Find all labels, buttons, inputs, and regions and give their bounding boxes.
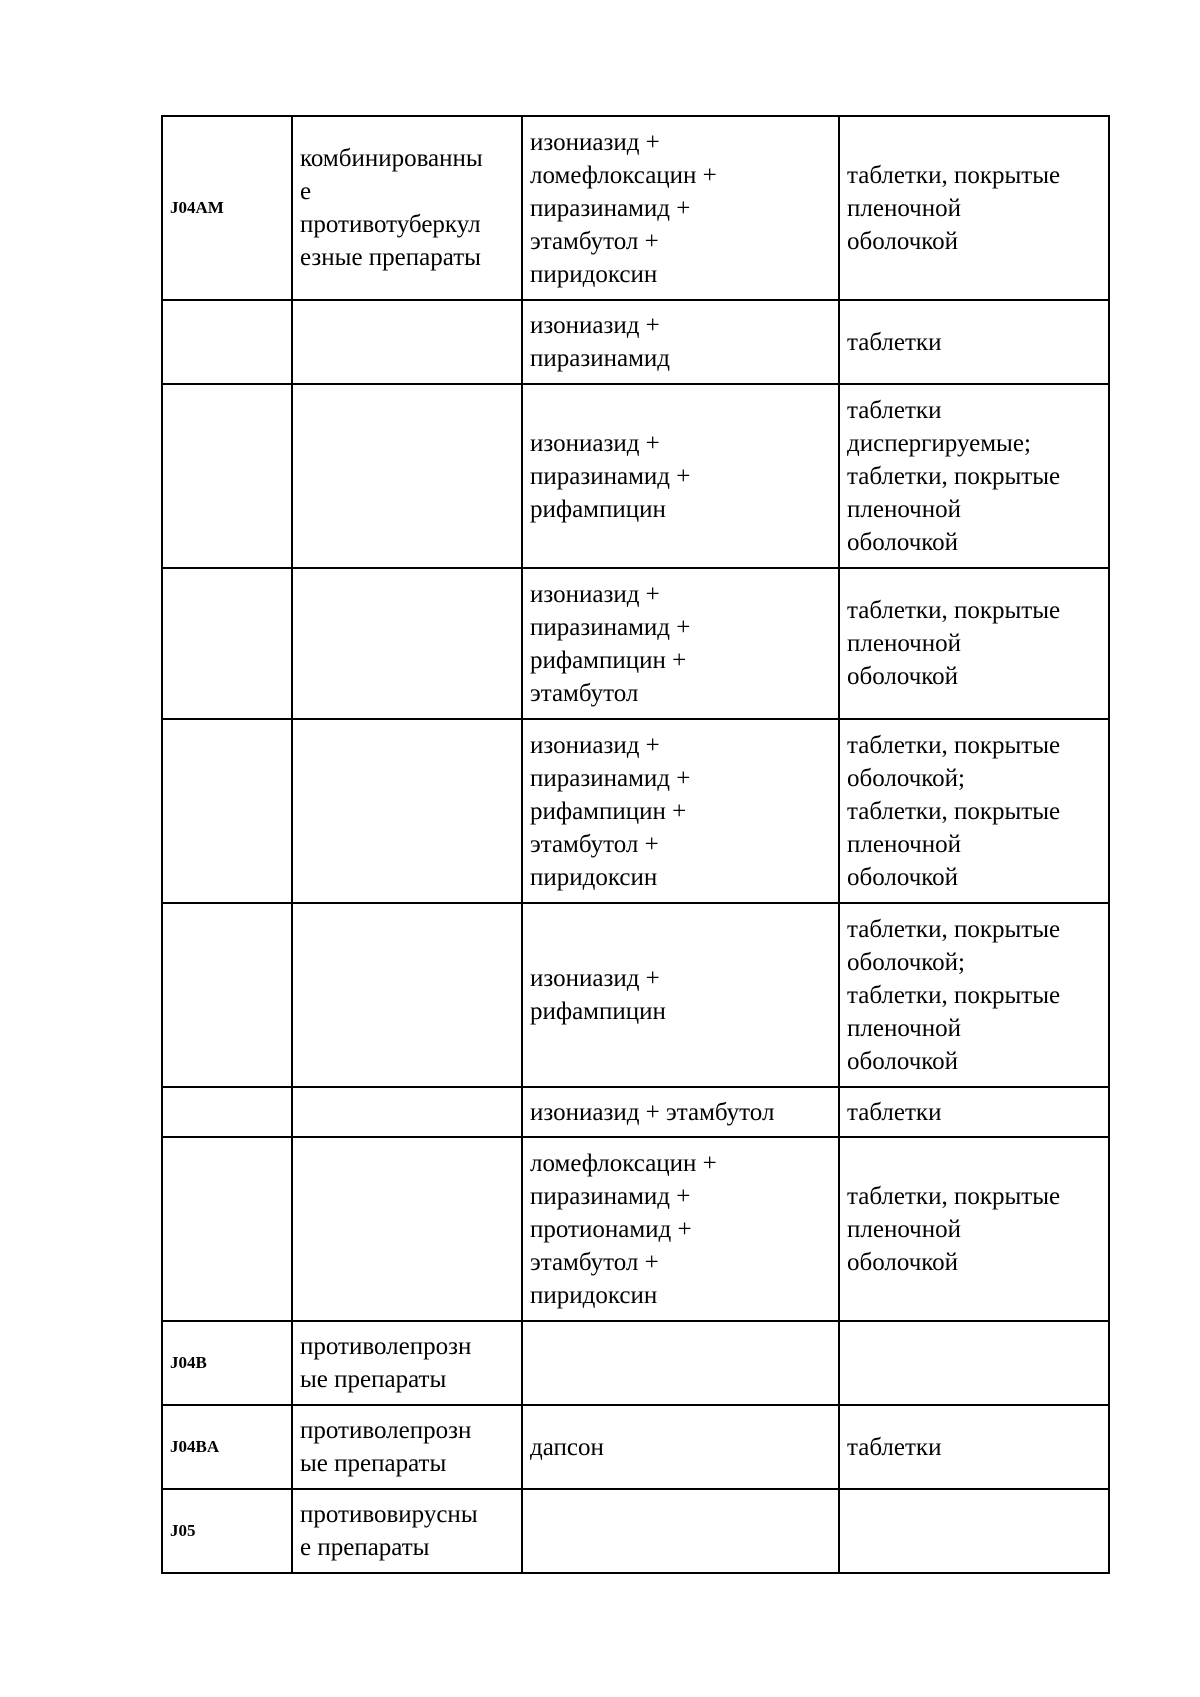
- table-row: [162, 1489, 1109, 1573]
- dosage-form-cell: таблетки: [839, 1087, 1109, 1137]
- table-row: [162, 1137, 1109, 1321]
- medication-table: [161, 115, 1110, 1574]
- atc-code-cell: [162, 1087, 292, 1137]
- dosage-form-cell: таблетки, покрытые оболочкой; таблетки, покрытые пленочной оболочкой: [839, 903, 1109, 1087]
- table-row: [162, 116, 1109, 300]
- atc-code-cell: [162, 384, 292, 568]
- pharm-group-cell: [292, 903, 522, 1087]
- dosage-form-cell: [839, 1489, 1109, 1573]
- pharm-group-cell: [292, 300, 522, 384]
- table-row: [162, 719, 1109, 903]
- atc-code-cell: [162, 903, 292, 1087]
- drug-name-cell: изониазид + этамбутол: [522, 1087, 839, 1137]
- pharm-group-cell: [292, 1087, 522, 1137]
- drug-name-cell: изониазид + пиразинамид + рифампицин + этамбутол: [522, 568, 839, 719]
- table-row: [162, 384, 1109, 568]
- atc-code-cell: J05: [162, 1489, 292, 1573]
- pharm-group-cell: [292, 568, 522, 719]
- pharm-group-cell: [292, 719, 522, 903]
- dosage-form-cell: таблетки, покрытые пленочной оболочкой: [839, 116, 1109, 300]
- atc-code-cell: [162, 1137, 292, 1321]
- drug-name-cell: [522, 1489, 839, 1573]
- drug-name-cell: изониазид + пиразинамид: [522, 300, 839, 384]
- table-row: [162, 903, 1109, 1087]
- dosage-form-cell: таблетки, покрытые оболочкой; таблетки, покрытые пленочной оболочкой: [839, 719, 1109, 903]
- pharm-group-cell: противолепрозн ые препараты: [292, 1405, 522, 1489]
- drug-name-cell: изониазид + пиразинамид + рифампицин + этамбутол + пиридоксин: [522, 719, 839, 903]
- dosage-form-cell: таблетки, покрытые пленочной оболочкой: [839, 568, 1109, 719]
- atc-code-cell: [162, 568, 292, 719]
- atc-code-cell: J04BA: [162, 1405, 292, 1489]
- drug-name-cell: дапсон: [522, 1405, 839, 1489]
- dosage-form-cell: таблетки диспергируемые; таблетки, покрытые пленочной оболочкой: [839, 384, 1109, 568]
- dosage-form-cell: таблетки: [839, 300, 1109, 384]
- pharm-group-cell: [292, 1137, 522, 1321]
- atc-code-cell: J04AM: [162, 116, 292, 300]
- table-row: [162, 1405, 1109, 1489]
- table-row: [162, 1321, 1109, 1405]
- table-row: [162, 1087, 1109, 1137]
- pharm-group-cell: противовирусны е препараты: [292, 1489, 522, 1573]
- drug-name-cell: ломефлоксацин + пиразинамид + протионамид + этамбутол + пиридоксин: [522, 1137, 839, 1321]
- pharm-group-cell: [292, 384, 522, 568]
- table-row: [162, 300, 1109, 384]
- pharm-group-cell: комбинированны е противотуберкул езные препараты: [292, 116, 522, 300]
- drug-name-cell: изониазид + ломефлоксацин + пиразинамид + этамбутол + пиридоксин: [522, 116, 839, 300]
- pharm-group-cell: противолепрозн ые препараты: [292, 1321, 522, 1405]
- dosage-form-cell: [839, 1321, 1109, 1405]
- atc-code-cell: J04B: [162, 1321, 292, 1405]
- drug-name-cell: изониазид + пиразинамид + рифампицин: [522, 384, 839, 568]
- drug-name-cell: изониазид + рифампицин: [522, 903, 839, 1087]
- atc-code-cell: [162, 300, 292, 384]
- table-row: [162, 568, 1109, 719]
- dosage-form-cell: таблетки: [839, 1405, 1109, 1489]
- drug-name-cell: [522, 1321, 839, 1405]
- atc-code-cell: [162, 719, 292, 903]
- dosage-form-cell: таблетки, покрытые пленочной оболочкой: [839, 1137, 1109, 1321]
